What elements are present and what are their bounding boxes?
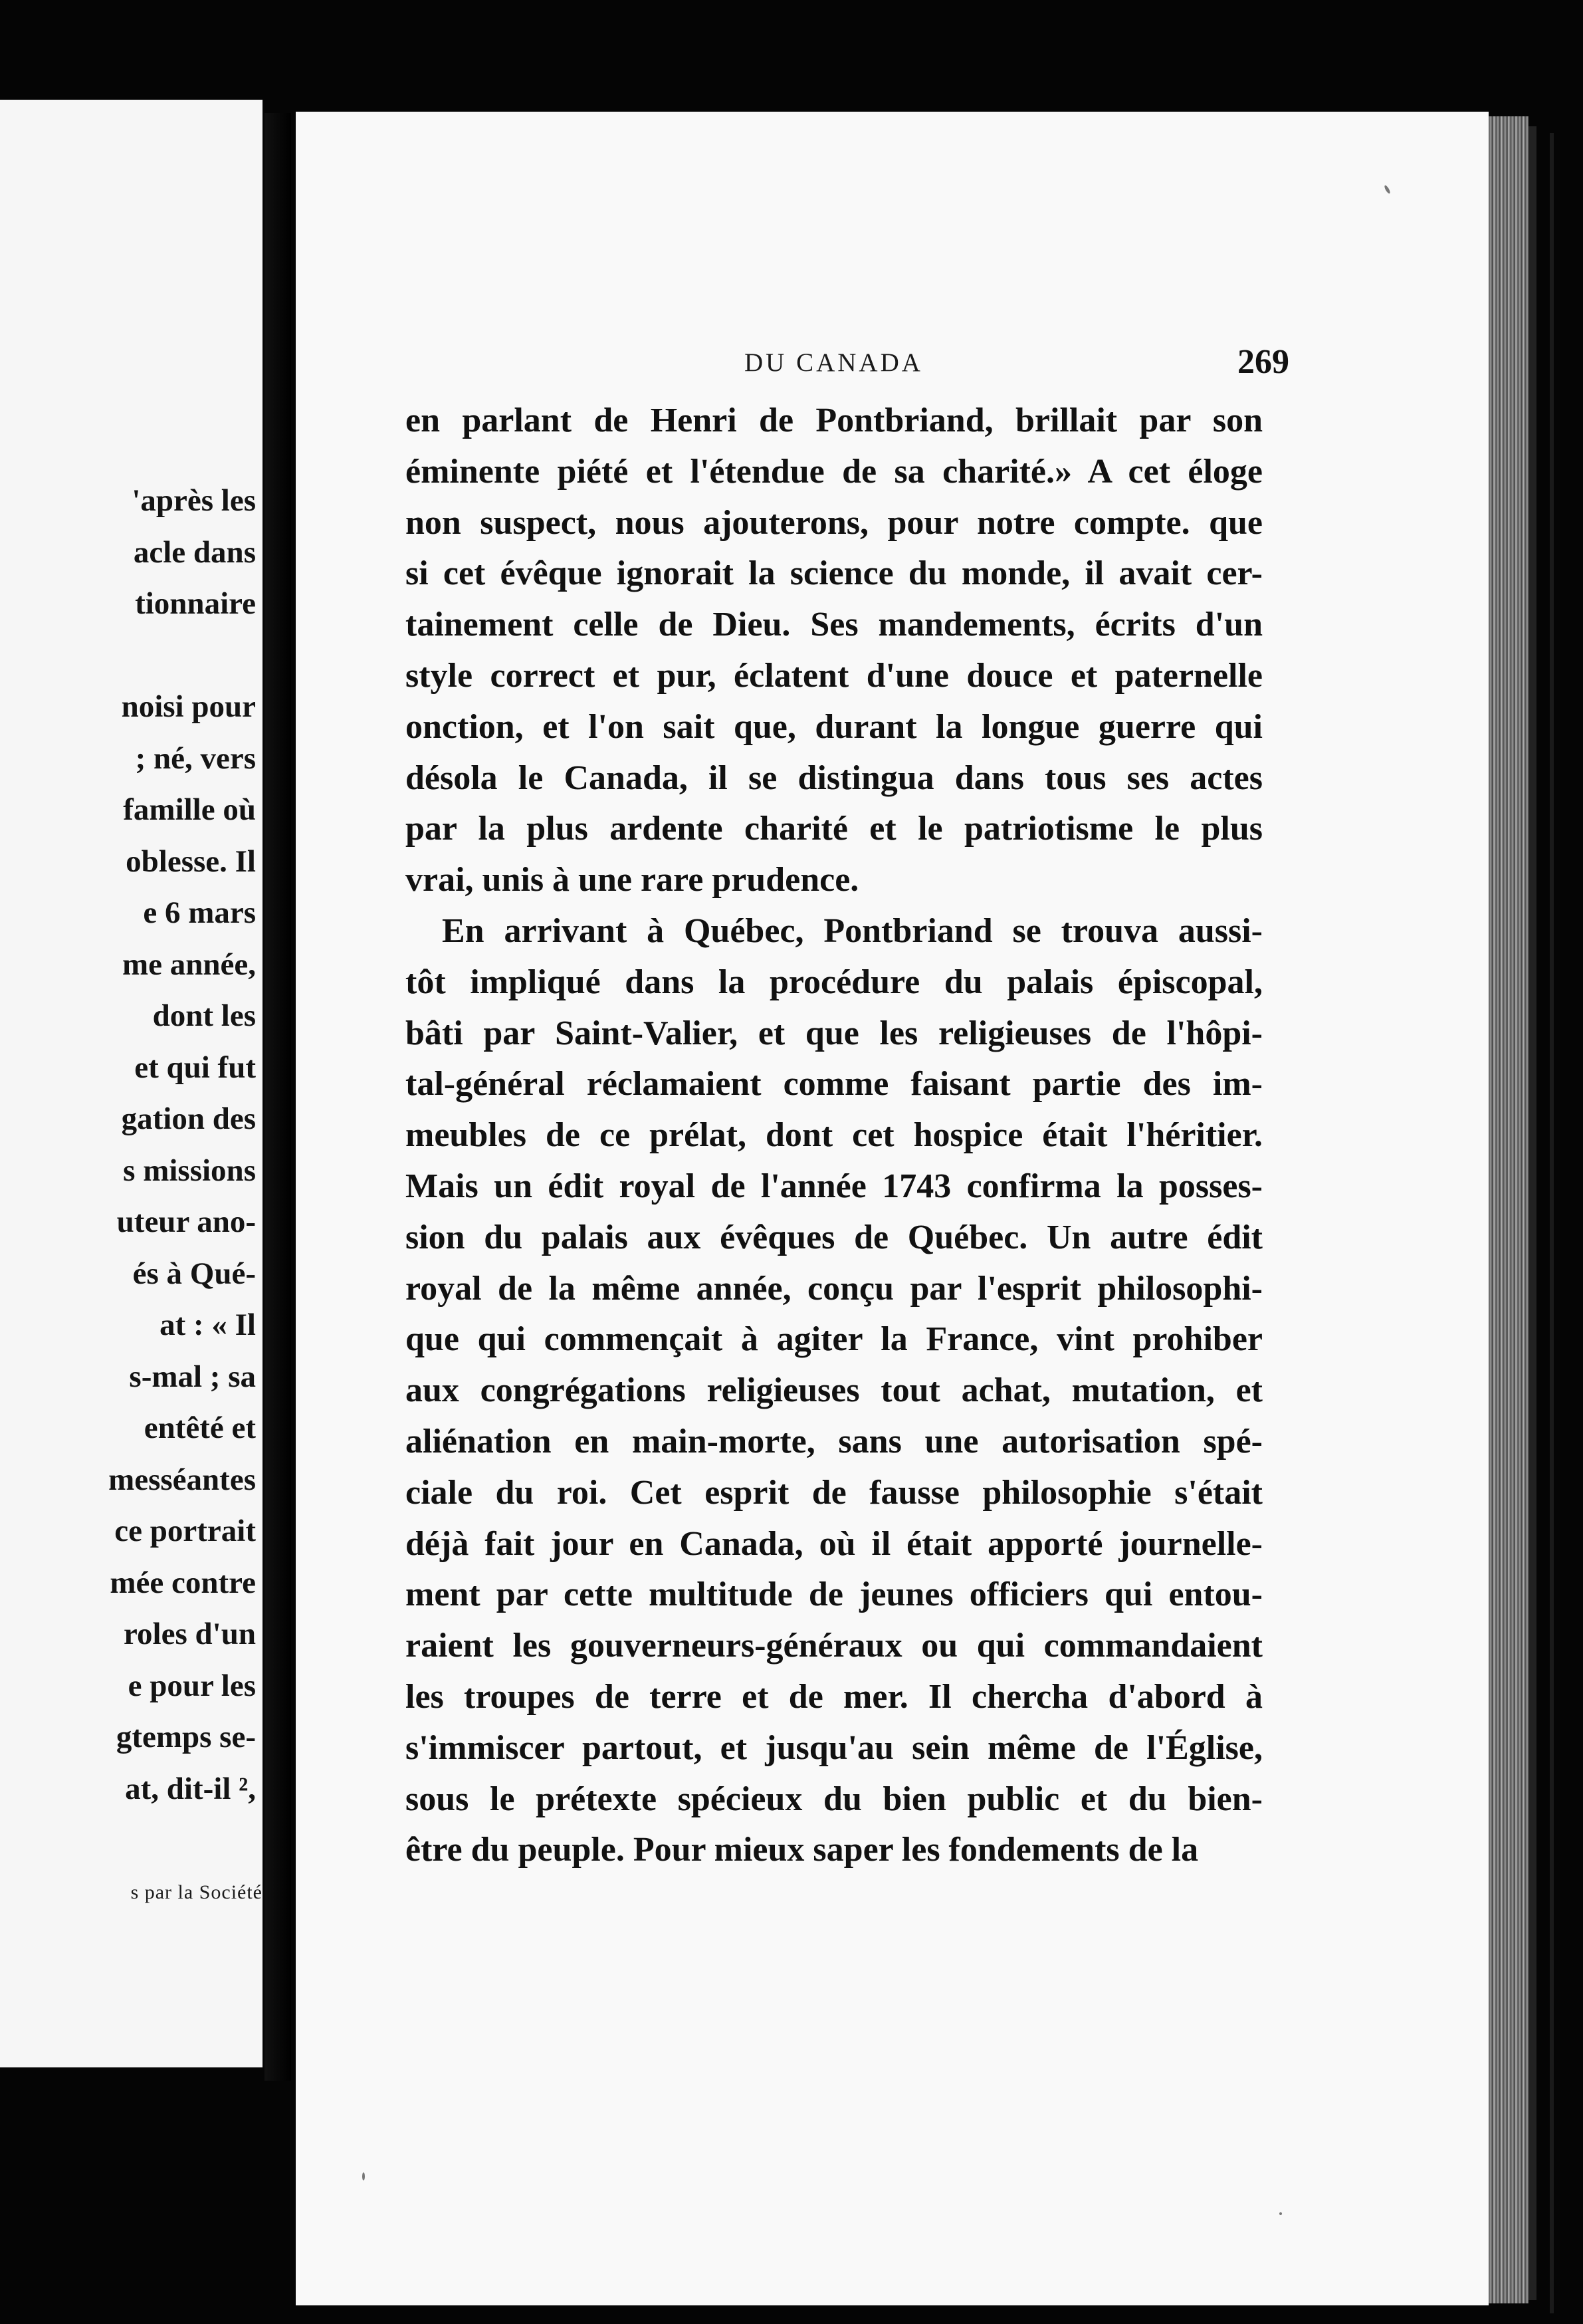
text-line: sous le prétexte spécieux du bien public et du bien-	[405, 1780, 1263, 1818]
text-line: que qui commençait à agiter la France, vint prohiber	[405, 1320, 1263, 1359]
left-text-line: uteur ano-	[116, 1205, 256, 1239]
text-line: raient les gouverneurs-généraux ou qui commandaient	[405, 1627, 1263, 1665]
left-text-line: roles d'un	[124, 1617, 256, 1651]
book-gutter	[264, 113, 291, 2081]
left-text-line: gation des	[121, 1102, 256, 1136]
left-text-line: gtemps se-	[116, 1720, 256, 1754]
page-edge	[1489, 116, 1529, 2303]
left-text-line: messéantes	[108, 1462, 256, 1497]
left-text-line: entêté et	[144, 1411, 256, 1445]
text-line: tal-général réclamaient comme faisant partie des im-	[405, 1065, 1263, 1104]
text-line: meubles de ce prélat, dont cet hospice était l'héritier.	[405, 1116, 1263, 1155]
left-text-line: és à Qué-	[132, 1256, 256, 1291]
text-line: onction, et l'on sait que, durant la longue guerre qui	[405, 707, 1263, 746]
left-page-footnote: s par la Société	[130, 1881, 263, 1903]
left-text-line: e pour les	[128, 1668, 256, 1703]
text-line: s'immiscer partout, et jusqu'au sein même de l'Église,	[405, 1728, 1263, 1767]
text-line: ment par cette multitude de jeunes officiers qui entou-	[405, 1575, 1263, 1614]
left-text-line: 'après les	[132, 483, 256, 518]
left-text-line: famille où	[123, 792, 256, 827]
text-line: tôt impliqué dans la procédure du palais épiscopal,	[405, 963, 1263, 1001]
left-text-line: s-mal ; sa	[129, 1359, 256, 1394]
left-text-line: et qui fut	[134, 1050, 256, 1085]
left-text-line: tionnaire	[135, 586, 256, 621]
text-line: si cet évêque ignorait la science du monde, il avait cer-	[405, 554, 1263, 593]
text-line: tainement celle de Dieu. Ses mandements, écrits d'un	[405, 606, 1263, 644]
scan-speck	[362, 2172, 365, 2180]
text-line: ciale du roi. Cet esprit de fausse philosophie s'était	[405, 1473, 1263, 1512]
text-line: vrai, unis à une rare prudence.	[405, 861, 859, 899]
text-line: Mais un édit royal de l'année 1743 confirma la posses-	[405, 1167, 1263, 1205]
text-line: en parlant de Henri de Pontbriand, brillait par son	[405, 402, 1263, 439]
page-number: 269	[1237, 343, 1289, 381]
running-head: DU CANADA	[744, 348, 923, 377]
text-line: aliénation en main-morte, sans une autorisation spé-	[405, 1422, 1263, 1460]
left-text-line: e 6 mars	[143, 895, 256, 930]
body-text	[405, 396, 1263, 1876]
scan-speck	[1279, 2212, 1282, 2215]
left-text-line: at, dit-il ²,	[125, 1771, 256, 1806]
text-line: sion du palais aux évêques de Québec. Un autre édit	[405, 1218, 1263, 1256]
left-text-line: dont les	[152, 998, 256, 1033]
text-line: bâti par Saint-Valier, et que les religieuses de l'hôpi-	[405, 1014, 1263, 1052]
text-line: style correct et pur, éclatent d'une douce et paternelle	[405, 656, 1263, 695]
left-text-line: oblesse. Il	[126, 844, 256, 879]
page-edge-shadow	[1529, 126, 1536, 2300]
text-line: par la plus ardente charité et le patriotisme le plus	[405, 810, 1263, 848]
left-text-line	[0, 630, 263, 682]
left-text-line: s missions	[123, 1153, 256, 1188]
left-page-text	[0, 475, 263, 1815]
text-line: les troupes de terre et de mer. Il chercha d'abord à	[405, 1677, 1263, 1716]
left-text-line: ce portrait	[114, 1514, 256, 1548]
page-edge-line	[1550, 133, 1554, 2313]
text-line: désola le Canada, il se distingua dans tous ses actes	[405, 758, 1263, 797]
text-line: être du peuple. Pour mieux saper les fondements de la	[405, 1831, 1199, 1869]
text-line: royal de la même année, conçu par l'esprit philosophi-	[405, 1269, 1263, 1308]
left-page	[0, 100, 263, 2067]
text-line: En arrivant à Québec, Pontbriand se trouva aussi-	[442, 911, 1263, 950]
text-line: aux congrégations religieuses tout achat, mutation, et	[405, 1371, 1263, 1410]
left-text-line: mée contre	[110, 1565, 256, 1600]
scan-speck	[1384, 185, 1391, 195]
text-line: non suspect, nous ajouterons, pour notre compte. que	[405, 503, 1263, 542]
left-text-line: ; né, vers	[135, 741, 256, 776]
left-text-line: me année,	[122, 947, 256, 982]
page-header	[439, 336, 1289, 389]
text-line: déjà fait jour en Canada, où il était apporté journelle-	[405, 1524, 1263, 1563]
left-text-line: at : « Il	[159, 1308, 256, 1342]
left-text-line: noisi pour	[121, 689, 256, 724]
left-text-line: acle dans	[133, 534, 256, 570]
text-line: éminente piété et l'étendue de sa charité.» A cet éloge	[405, 452, 1263, 491]
